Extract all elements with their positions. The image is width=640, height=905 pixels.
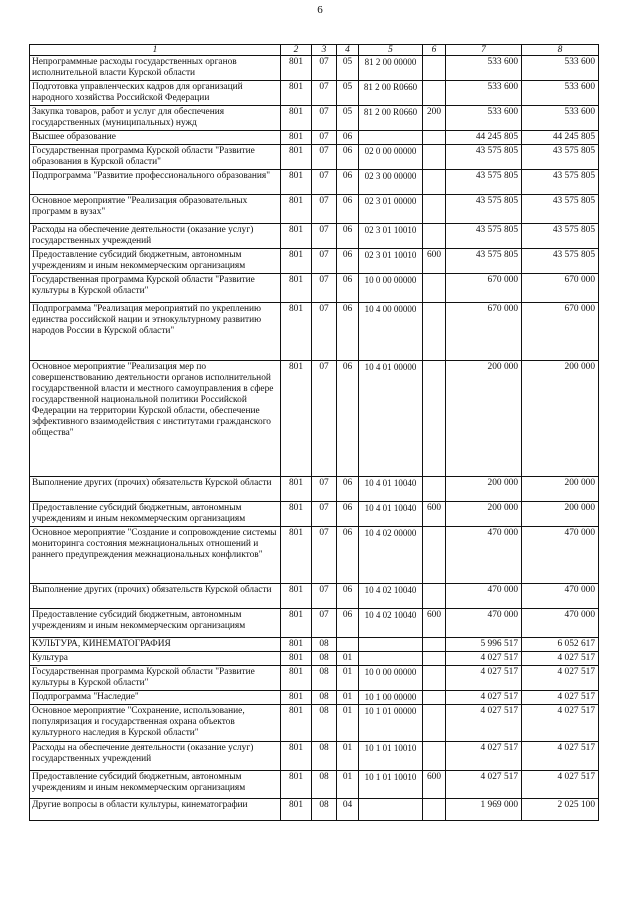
cell-grbs: 801 xyxy=(281,609,312,638)
cell-csr xyxy=(359,652,423,666)
cell-grbs: 801 xyxy=(281,81,312,106)
table-row xyxy=(30,131,599,145)
cell-name: Основное мероприятие "Реализация мер по совершенствованию деятельности органов исполнительной государственной власти и местного самоуправления в сфере государственной национальной политики Российской Федерации на территории Курской области, обеспечение эффективного взаимодействия с институтами гражданского общества" xyxy=(30,361,281,477)
col-header-1: 1 xyxy=(30,45,281,56)
cell-pr: 01 xyxy=(337,691,359,705)
cell-sum2: 533 600 xyxy=(522,106,599,131)
cell-rz: 08 xyxy=(312,666,337,691)
cell-sum2: 4 027 517 xyxy=(522,742,599,771)
cell-pr: 05 xyxy=(337,56,359,81)
cell-rz: 07 xyxy=(312,584,337,609)
cell-csr: 10 4 01 10040 xyxy=(359,477,423,502)
cell-vr xyxy=(423,742,446,771)
cell-pr: 06 xyxy=(337,249,359,274)
table-row xyxy=(30,584,599,609)
cell-vr xyxy=(423,477,446,502)
cell-rz: 07 xyxy=(312,131,337,145)
cell-sum2: 4 027 517 xyxy=(522,705,599,742)
cell-grbs: 801 xyxy=(281,131,312,145)
cell-vr xyxy=(423,527,446,584)
cell-sum2: 4 027 517 xyxy=(522,691,599,705)
cell-csr: 81 2 00 R0660 xyxy=(359,106,423,131)
cell-csr: 10 4 02 10040 xyxy=(359,584,423,609)
cell-grbs: 801 xyxy=(281,361,312,477)
col-header-7: 7 xyxy=(446,45,522,56)
cell-pr: 04 xyxy=(337,799,359,821)
cell-pr: 06 xyxy=(337,477,359,502)
cell-csr: 02 3 00 00000 xyxy=(359,170,423,195)
cell-rz: 07 xyxy=(312,81,337,106)
table-row xyxy=(30,249,599,274)
cell-rz: 07 xyxy=(312,502,337,527)
cell-sum1: 44 245 805 xyxy=(446,131,522,145)
cell-rz: 07 xyxy=(312,609,337,638)
cell-vr xyxy=(423,224,446,249)
cell-pr: 06 xyxy=(337,609,359,638)
col-header-2: 2 xyxy=(281,45,312,56)
cell-grbs: 801 xyxy=(281,742,312,771)
cell-rz: 07 xyxy=(312,224,337,249)
cell-name: Другие вопросы в области культуры, кинематографии xyxy=(30,799,281,821)
cell-csr xyxy=(359,799,423,821)
table-row xyxy=(30,106,599,131)
cell-pr: 06 xyxy=(337,584,359,609)
cell-pr: 05 xyxy=(337,106,359,131)
cell-rz: 07 xyxy=(312,303,337,361)
cell-rz: 07 xyxy=(312,527,337,584)
cell-pr: 06 xyxy=(337,145,359,170)
cell-sum2: 670 000 xyxy=(522,274,599,303)
cell-vr xyxy=(423,131,446,145)
cell-sum1: 670 000 xyxy=(446,303,522,361)
cell-rz: 07 xyxy=(312,195,337,224)
cell-vr xyxy=(423,705,446,742)
cell-name: Подготовка управленческих кадров для организаций народного хозяйства Российской Федерации xyxy=(30,81,281,106)
cell-rz: 07 xyxy=(312,170,337,195)
cell-grbs: 801 xyxy=(281,502,312,527)
cell-csr: 81 2 00 00000 xyxy=(359,56,423,81)
cell-vr xyxy=(423,799,446,821)
cell-pr: 06 xyxy=(337,274,359,303)
cell-sum2: 43 575 805 xyxy=(522,145,599,170)
cell-csr: 10 4 01 00000 xyxy=(359,361,423,477)
cell-sum1: 470 000 xyxy=(446,527,522,584)
cell-grbs: 801 xyxy=(281,771,312,799)
cell-csr: 10 4 01 10040 xyxy=(359,502,423,527)
table-row xyxy=(30,303,599,361)
cell-sum1: 4 027 517 xyxy=(446,691,522,705)
cell-rz: 08 xyxy=(312,799,337,821)
cell-pr: 06 xyxy=(337,361,359,477)
cell-grbs: 801 xyxy=(281,303,312,361)
cell-rz: 08 xyxy=(312,691,337,705)
cell-sum1: 200 000 xyxy=(446,502,522,527)
cell-grbs: 801 xyxy=(281,195,312,224)
cell-sum1: 670 000 xyxy=(446,274,522,303)
cell-name: Выполнение других (прочих) обязательств Курской области xyxy=(30,584,281,609)
table-row xyxy=(30,224,599,249)
cell-pr: 05 xyxy=(337,81,359,106)
cell-sum1: 4 027 517 xyxy=(446,742,522,771)
cell-vr xyxy=(423,691,446,705)
cell-sum1: 5 996 517 xyxy=(446,638,522,652)
cell-sum1: 43 575 805 xyxy=(446,249,522,274)
col-header-4: 4 xyxy=(337,45,359,56)
cell-sum2: 200 000 xyxy=(522,502,599,527)
cell-vr xyxy=(423,195,446,224)
cell-grbs: 801 xyxy=(281,249,312,274)
table-row xyxy=(30,477,599,502)
cell-csr: 02 3 01 00000 xyxy=(359,195,423,224)
budget-table xyxy=(29,44,599,821)
table-row xyxy=(30,195,599,224)
cell-rz: 07 xyxy=(312,477,337,502)
cell-vr xyxy=(423,303,446,361)
cell-name: Основное мероприятие "Реализация образовательных программ в вузах" xyxy=(30,195,281,224)
cell-grbs: 801 xyxy=(281,799,312,821)
cell-rz: 07 xyxy=(312,249,337,274)
cell-sum2: 43 575 805 xyxy=(522,249,599,274)
table-row xyxy=(30,799,599,821)
cell-name: Государственная программа Курской области "Развитие культуры в Курской области" xyxy=(30,274,281,303)
table-row xyxy=(30,705,599,742)
cell-name: Предоставление субсидий бюджетным, автономным учреждениям и иным некоммерческим организациям xyxy=(30,502,281,527)
table-row xyxy=(30,691,599,705)
cell-rz: 07 xyxy=(312,145,337,170)
cell-name: Выполнение других (прочих) обязательств Курской области xyxy=(30,477,281,502)
cell-csr: 10 4 00 00000 xyxy=(359,303,423,361)
cell-csr: 10 0 00 00000 xyxy=(359,274,423,303)
cell-pr: 01 xyxy=(337,742,359,771)
cell-sum2: 533 600 xyxy=(522,81,599,106)
cell-sum2: 670 000 xyxy=(522,303,599,361)
cell-sum2: 44 245 805 xyxy=(522,131,599,145)
cell-name: Основное мероприятие "Создание и сопровождение системы мониторинга состояния межнациональных отношений и раннего предупреждения межнациональных конфликтов" xyxy=(30,527,281,584)
cell-name: Подпрограмма "Реализация мероприятий по укреплению единства российской нации и этнокультурному развитию народов России в Курской области" xyxy=(30,303,281,361)
table-row xyxy=(30,361,599,477)
cell-csr: 10 1 00 00000 xyxy=(359,691,423,705)
cell-name: Подпрограмма "Наследие" xyxy=(30,691,281,705)
cell-csr: 10 1 01 10010 xyxy=(359,771,423,799)
cell-sum1: 43 575 805 xyxy=(446,145,522,170)
cell-sum1: 533 600 xyxy=(446,81,522,106)
cell-csr: 02 3 01 10010 xyxy=(359,249,423,274)
cell-name: Предоставление субсидий бюджетным, автономным учреждениям и иным некоммерческим организациям xyxy=(30,609,281,638)
cell-sum2: 200 000 xyxy=(522,477,599,502)
cell-name: Культура xyxy=(30,652,281,666)
cell-name: Высшее образование xyxy=(30,131,281,145)
cell-sum1: 4 027 517 xyxy=(446,705,522,742)
table-row xyxy=(30,666,599,691)
cell-name: Основное мероприятие "Сохранение, использование, популяризация и государственная охрана объектов культурного наследия в Курской области" xyxy=(30,705,281,742)
cell-name: Непрограммные расходы государственных органов исполнительной власти Курской области xyxy=(30,56,281,81)
table-row xyxy=(30,170,599,195)
cell-vr xyxy=(423,81,446,106)
cell-sum1: 200 000 xyxy=(446,477,522,502)
cell-vr: 600 xyxy=(423,249,446,274)
cell-vr xyxy=(423,274,446,303)
cell-sum2: 43 575 805 xyxy=(522,170,599,195)
cell-pr: 01 xyxy=(337,771,359,799)
cell-vr xyxy=(423,170,446,195)
cell-vr xyxy=(423,666,446,691)
cell-sum1: 200 000 xyxy=(446,361,522,477)
table-row xyxy=(30,742,599,771)
cell-grbs: 801 xyxy=(281,652,312,666)
cell-vr: 600 xyxy=(423,771,446,799)
cell-vr xyxy=(423,638,446,652)
cell-grbs: 801 xyxy=(281,170,312,195)
cell-grbs: 801 xyxy=(281,274,312,303)
cell-sum2: 200 000 xyxy=(522,361,599,477)
page-number: 6 xyxy=(317,4,323,16)
cell-pr: 01 xyxy=(337,705,359,742)
cell-grbs: 801 xyxy=(281,224,312,249)
cell-grbs: 801 xyxy=(281,638,312,652)
cell-pr: 01 xyxy=(337,666,359,691)
table-row xyxy=(30,638,599,652)
cell-pr xyxy=(337,638,359,652)
cell-csr: 10 0 00 00000 xyxy=(359,666,423,691)
cell-vr xyxy=(423,584,446,609)
cell-sum2: 470 000 xyxy=(522,584,599,609)
table-row xyxy=(30,145,599,170)
cell-csr: 10 1 01 10010 xyxy=(359,742,423,771)
cell-grbs: 801 xyxy=(281,705,312,742)
cell-sum2: 43 575 805 xyxy=(522,224,599,249)
table-header-row xyxy=(30,45,599,56)
cell-csr: 10 1 01 00000 xyxy=(359,705,423,742)
cell-rz: 08 xyxy=(312,742,337,771)
cell-name: Государственная программа Курской области "Развитие образования в Курской области" xyxy=(30,145,281,170)
cell-grbs: 801 xyxy=(281,666,312,691)
cell-pr: 06 xyxy=(337,131,359,145)
cell-vr xyxy=(423,652,446,666)
cell-rz: 08 xyxy=(312,638,337,652)
cell-vr xyxy=(423,145,446,170)
cell-pr: 06 xyxy=(337,303,359,361)
col-header-3: 3 xyxy=(312,45,337,56)
cell-sum1: 4 027 517 xyxy=(446,771,522,799)
cell-name: КУЛЬТУРА, КИНЕМАТОГРАФИЯ xyxy=(30,638,281,652)
cell-name: Подпрограмма "Развитие профессионального образования" xyxy=(30,170,281,195)
cell-pr: 06 xyxy=(337,502,359,527)
cell-grbs: 801 xyxy=(281,56,312,81)
table-row xyxy=(30,652,599,666)
cell-grbs: 801 xyxy=(281,145,312,170)
cell-vr xyxy=(423,361,446,477)
cell-name: Расходы на обеспечение деятельности (оказание услуг) государственных учреждений xyxy=(30,742,281,771)
cell-sum2: 4 027 517 xyxy=(522,652,599,666)
col-header-6: 6 xyxy=(423,45,446,56)
cell-pr: 06 xyxy=(337,195,359,224)
cell-sum1: 4 027 517 xyxy=(446,666,522,691)
table-row xyxy=(30,502,599,527)
cell-sum1: 470 000 xyxy=(446,584,522,609)
cell-rz: 08 xyxy=(312,652,337,666)
cell-sum1: 43 575 805 xyxy=(446,224,522,249)
cell-name: Предоставление субсидий бюджетным, автономным учреждениям и иным некоммерческим организациям xyxy=(30,249,281,274)
cell-sum1: 43 575 805 xyxy=(446,170,522,195)
cell-pr: 06 xyxy=(337,527,359,584)
cell-rz: 07 xyxy=(312,361,337,477)
table-row xyxy=(30,56,599,81)
cell-csr xyxy=(359,638,423,652)
cell-grbs: 801 xyxy=(281,477,312,502)
cell-rz: 08 xyxy=(312,771,337,799)
cell-sum1: 4 027 517 xyxy=(446,652,522,666)
cell-sum2: 2 025 100 xyxy=(522,799,599,821)
cell-sum2: 4 027 517 xyxy=(522,771,599,799)
col-header-8: 8 xyxy=(522,45,599,56)
cell-csr: 02 0 00 00000 xyxy=(359,145,423,170)
cell-sum1: 533 600 xyxy=(446,56,522,81)
cell-pr: 06 xyxy=(337,170,359,195)
cell-rz: 07 xyxy=(312,106,337,131)
cell-grbs: 801 xyxy=(281,106,312,131)
cell-grbs: 801 xyxy=(281,584,312,609)
cell-csr: 02 3 01 10010 xyxy=(359,224,423,249)
table-row xyxy=(30,527,599,584)
cell-csr: 81 2 00 R0660 xyxy=(359,81,423,106)
table-row xyxy=(30,81,599,106)
cell-vr xyxy=(423,56,446,81)
table-row xyxy=(30,274,599,303)
cell-vr: 600 xyxy=(423,609,446,638)
cell-rz: 07 xyxy=(312,274,337,303)
cell-rz: 08 xyxy=(312,705,337,742)
cell-sum2: 43 575 805 xyxy=(522,195,599,224)
cell-sum2: 6 052 617 xyxy=(522,638,599,652)
cell-name: Закупка товаров, работ и услуг для обеспечения государственных (муниципальных) нужд xyxy=(30,106,281,131)
cell-rz: 07 xyxy=(312,56,337,81)
cell-name: Предоставление субсидий бюджетным, автономным учреждениям и иным некоммерческим организациям xyxy=(30,771,281,799)
cell-sum1: 533 600 xyxy=(446,106,522,131)
cell-vr: 600 xyxy=(423,502,446,527)
cell-name: Государственная программа Курской области "Развитие культуры в Курской области" xyxy=(30,666,281,691)
cell-pr: 01 xyxy=(337,652,359,666)
cell-pr: 06 xyxy=(337,224,359,249)
cell-vr: 200 xyxy=(423,106,446,131)
cell-sum2: 4 027 517 xyxy=(522,666,599,691)
cell-sum2: 533 600 xyxy=(522,56,599,81)
cell-csr xyxy=(359,131,423,145)
table-row xyxy=(30,771,599,799)
cell-sum2: 470 000 xyxy=(522,527,599,584)
cell-sum2: 470 000 xyxy=(522,609,599,638)
col-header-5: 5 xyxy=(359,45,423,56)
table-row xyxy=(30,609,599,638)
cell-grbs: 801 xyxy=(281,691,312,705)
cell-sum1: 1 969 000 xyxy=(446,799,522,821)
cell-csr: 10 4 02 00000 xyxy=(359,527,423,584)
cell-csr: 10 4 02 10040 xyxy=(359,609,423,638)
cell-name: Расходы на обеспечение деятельности (оказание услуг) государственных учреждений xyxy=(30,224,281,249)
cell-sum1: 470 000 xyxy=(446,609,522,638)
cell-grbs: 801 xyxy=(281,527,312,584)
cell-sum1: 43 575 805 xyxy=(446,195,522,224)
